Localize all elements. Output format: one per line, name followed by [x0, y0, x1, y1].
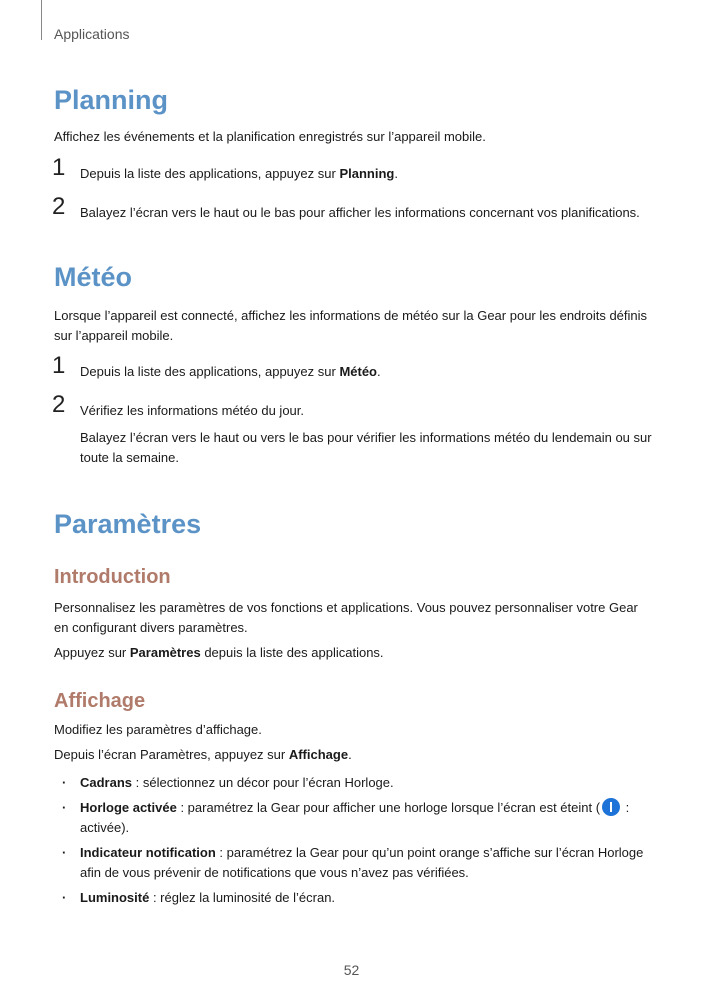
step-text: Depuis la liste des applications, appuyez sur	[80, 166, 340, 181]
step-text: Vérifiez les informations météo du jour.	[80, 403, 304, 418]
subsection-title-introduction: Introduction	[54, 566, 171, 588]
meteo-step-1	[52, 352, 654, 382]
introduction-paragraph-2	[54, 643, 654, 663]
step-bold: Planning	[339, 166, 395, 181]
introduction-paragraph-1: Personnalisez les paramètres de vos fonctions et applications. Vous pouvez personnaliser votre Gear en configurant divers paramètres.	[54, 600, 638, 635]
planning-intro: Affichez les événements et la planification enregistrés sur l’appareil mobile.	[54, 129, 486, 144]
affichage-paragraph-2	[54, 745, 654, 765]
running-header: Applications	[54, 26, 130, 42]
section-title-planning: Planning	[54, 85, 168, 115]
paragraph-text-end: depuis la liste des applications.	[200, 645, 384, 660]
meteo-step-2	[52, 391, 654, 421]
option-description-end: : activée).	[80, 800, 630, 835]
step-number: 2	[52, 391, 66, 418]
meteo-step-2-detail: Balayez l’écran vers le haut ou vers le bas pour vérifier les informations météo du lendemain ou sur toute la semaine.	[80, 430, 652, 465]
paragraph-text-end: .	[348, 747, 352, 762]
paragraph-text: Appuyez sur	[54, 645, 130, 660]
list-item	[54, 843, 654, 883]
option-name: Indicateur notification	[80, 845, 216, 860]
affichage-options-list	[54, 773, 654, 908]
paragraph-bold: Affichage	[288, 747, 349, 762]
planning-step-1	[52, 154, 654, 184]
step-text-end: .	[394, 166, 398, 181]
affichage-paragraph-1: Modifiez les paramètres d’affichage.	[54, 722, 262, 737]
step-number: 2	[52, 193, 66, 220]
step-text-end: .	[377, 364, 381, 379]
option-description: : sélectionnez un décor pour l’écran Horloge.	[132, 775, 394, 790]
subsection-title-affichage: Affichage	[54, 690, 146, 712]
page-content	[54, 80, 654, 913]
step-number: 1	[52, 352, 66, 379]
toggle-on-icon	[602, 798, 620, 816]
list-item	[54, 888, 654, 908]
option-name: Cadrans	[80, 775, 133, 790]
section-title-meteo: Météo	[54, 262, 133, 292]
step-bold: Météo	[339, 364, 377, 379]
step-number: 1	[52, 154, 66, 181]
step-text: Balayez l’écran vers le haut ou le bas pour afficher les informations concernant vos planifications.	[80, 205, 640, 220]
paragraph-text: Depuis l’écran Paramètres, appuyez sur	[54, 747, 289, 762]
option-name: Luminosité	[80, 890, 150, 905]
paragraph-bold: Paramètres	[129, 645, 201, 660]
step-text: Depuis la liste des applications, appuyez sur	[80, 364, 340, 379]
option-name: Horloge activée	[80, 800, 177, 815]
option-description: : réglez la luminosité de l’écran.	[149, 890, 336, 905]
option-description: : paramétrez la Gear pour qu’un point orange s’affiche sur l’écran Horloge afin de vous prévenir de notifications que vous n’avez pas vérifiées.	[80, 845, 644, 880]
planning-step-2	[52, 193, 654, 223]
list-item	[54, 798, 654, 838]
header-rule	[41, 0, 42, 40]
meteo-intro: Lorsque l’appareil est connecté, affichez les informations de météo sur la Gear pour les endroits définis sur l’appareil mobile.	[54, 308, 648, 343]
list-item	[54, 773, 654, 793]
option-description: : paramétrez la Gear pour afficher une horloge lorsque l’écran est éteint (	[176, 800, 601, 815]
section-title-parametres: Paramètres	[54, 509, 202, 539]
page-number: 52	[343, 962, 360, 978]
